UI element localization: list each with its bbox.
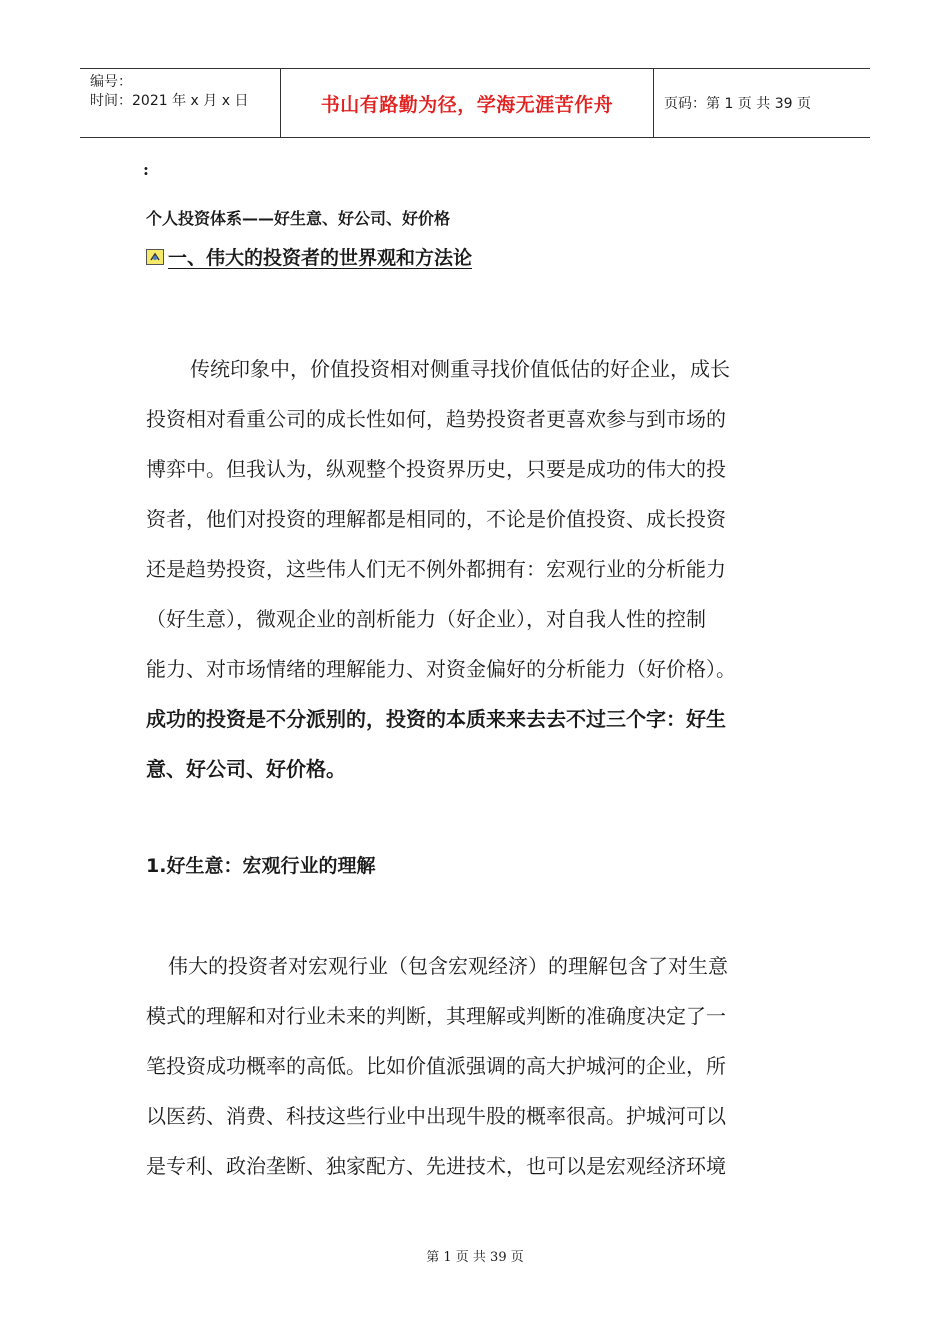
time-label: 时间：2021 年 x 月 x 日 bbox=[90, 93, 249, 109]
paragraph-bold-line: 意、好公司、好价格。 bbox=[146, 757, 346, 781]
header-motto: 书山有路勤为径，学海无涯苦作舟 bbox=[281, 69, 654, 137]
paragraph-line: 笔投资成功概率的高低。比如价值派强调的高大护城河的企业，所 bbox=[146, 1054, 726, 1078]
paragraph-line: 投资相对看重公司的成长性如何，趋势投资者更喜欢参与到市场的 bbox=[146, 407, 726, 431]
sub-heading: 1.好生意：宏观行业的理解 bbox=[146, 855, 376, 877]
header-meta-cell bbox=[80, 69, 281, 137]
paragraph-1 bbox=[146, 344, 811, 794]
document-title: 个人投资体系——好生意、好公司、好价格 bbox=[146, 209, 451, 228]
paragraph-2 bbox=[146, 941, 811, 1191]
paragraph-line: 传统印象中，价值投资相对侧重寻找价值低估的好企业，成长 bbox=[190, 357, 730, 381]
header-table bbox=[80, 68, 870, 138]
section-heading[interactable] bbox=[146, 243, 472, 270]
header-page-info: 页码：第 1 页 共 39 页 bbox=[664, 96, 811, 112]
paragraph-line: 伟大的投资者对宏观行业（包含宏观经济）的理解包含了对生意 bbox=[168, 954, 728, 978]
paragraph-line: 博弈中。但我认为，纵观整个投资界历史，只要是成功的伟大的投 bbox=[146, 457, 726, 481]
paragraph-line: 资者，他们对投资的理解都是相同的，不论是价值投资、成长投资 bbox=[146, 507, 726, 531]
section-heading-text: 一、伟大的投资者的世界观和方法论 bbox=[168, 247, 473, 269]
number-label: 编号： bbox=[90, 74, 132, 90]
page-footer: 第 1 页 共 39 页 bbox=[426, 1250, 524, 1265]
paragraph-line: 能力、对市场情绪的理解能力、对资金偏好的分析能力（好价格）。 bbox=[146, 657, 736, 681]
paragraph-line: 还是趋势投资，这些伟人们无不例外都拥有：宏观行业的分析能力 bbox=[146, 557, 726, 581]
paragraph-line: 是专利、政治垄断、独家配方、先进技术，也可以是宏观经济环境 bbox=[146, 1154, 726, 1178]
paragraph-bold-line: 成功的投资是不分派别的，投资的本质来来去去不过三个字：好生 bbox=[146, 707, 726, 731]
hyperlink-icon bbox=[146, 249, 164, 265]
paragraph-line: （好生意），微观企业的剖析能力（好企业），对自我人性的控制 bbox=[146, 607, 706, 631]
paragraph-line: 模式的理解和对行业未来的判断，其理解或判断的准确度决定了一 bbox=[146, 1004, 726, 1028]
paragraph-line: 以医药、消费、科技这些行业中出现牛股的概率很高。护城河可以 bbox=[146, 1104, 726, 1128]
stray-colon: : bbox=[143, 160, 149, 179]
